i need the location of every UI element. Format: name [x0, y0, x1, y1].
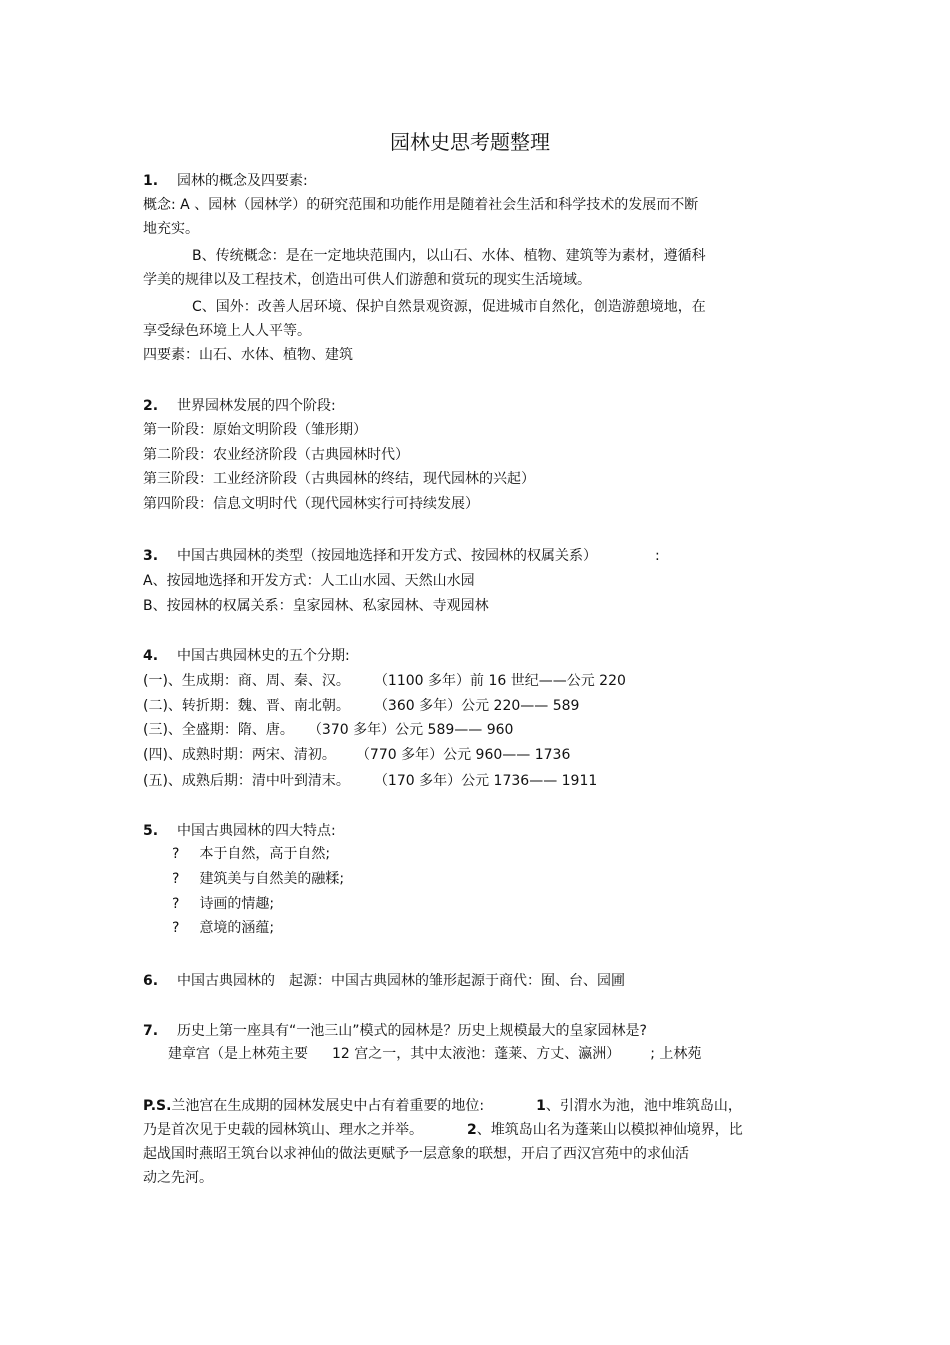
ps-point-number: 1: [536, 1098, 546, 1114]
concept-c-line-2: 享受绿色环境上人人平等。: [143, 323, 311, 339]
ps-line-1: [143, 1096, 742, 1116]
section-4-heading: [143, 646, 350, 666]
section-title: 中国古典园林的: [177, 973, 275, 989]
feature-2-line: [172, 869, 344, 889]
section-number: 2.: [143, 398, 159, 414]
period-3-line: [143, 720, 513, 740]
section-colon: :: [655, 548, 660, 564]
ps-text: 、堆筑岛山名为蓬莱山以模拟神仙境界，比: [476, 1122, 743, 1138]
answer-part-2: 12 宫之一，其中太液池：蓬莱、方丈、瀛洲）: [332, 1046, 621, 1062]
concept-b-line-1: B、传统概念：是在一定地块范围内，以山石、水体、植物、建筑等为素材，遵循科: [192, 248, 706, 264]
period-name: (四)、成熟时期：两宋、清初。: [143, 747, 336, 763]
feature-text: 本于自然，高于自然;: [199, 846, 331, 862]
section-title: 中国古典园林史的五个分期:: [177, 648, 350, 664]
feature-1-line: [172, 844, 330, 864]
type-b-line: B、按园林的权属关系：皇家园林、私家园林、寺观园林: [143, 598, 489, 614]
stage-3-line: 第三阶段：工业经济阶段（古典园林的终结，现代园林的兴起）: [143, 471, 535, 487]
section-answer: 起源：中国古典园林的雏形起源于商代：囿、台、园圃: [289, 973, 625, 989]
concept-c-line-1: C、国外：改善人居环境、保护自然景观资源，促进城市自然化，创造游憩境地，在: [192, 299, 706, 315]
period-name: (五)、成熟后期：清中叶到清末。: [143, 773, 350, 789]
section-6-heading: [143, 971, 625, 991]
concept-a-line-2: 地充实。: [143, 221, 199, 237]
period-5-line: [143, 771, 597, 791]
period-dates: （1100 多年）前 16 世纪——公元 220: [373, 673, 626, 689]
four-elements-line: 四要素：山石、水体、植物、建筑: [143, 347, 353, 363]
section-number: 5.: [143, 823, 159, 839]
ps-text: 、引渭水为池，池中堆筑岛山，: [545, 1098, 742, 1114]
ps-text: 乃是首次见于史载的园林筑山、理水之并举。: [143, 1122, 423, 1138]
section-title: 历史上第一座具有“一池三山”模式的园林是？历史上规模最大的皇家园林是?: [177, 1023, 647, 1039]
period-name: (三)、全盛期：隋、唐。: [143, 722, 294, 738]
ps-line-2: [143, 1120, 743, 1140]
period-1-line: [143, 671, 626, 691]
section-5-heading: [143, 821, 336, 841]
stage-2-line: 第二阶段：农业经济阶段（古典园林时代）: [143, 447, 409, 463]
period-2-line: [143, 696, 579, 716]
ps-line-4: 动之先河。: [143, 1170, 213, 1186]
period-name: (一)、生成期：商、周、秦、汉。: [143, 673, 350, 689]
feature-3-line: [172, 894, 274, 914]
section-7-answer: [168, 1044, 701, 1064]
concept-a-line-1: 概念: A 、园林（园林学）的研究范围和功能作用是随着社会生活和科学技术的发展而不断: [143, 197, 699, 213]
bullet-marker: ?: [172, 896, 180, 912]
section-number: 1.: [143, 173, 159, 189]
ps-text: 兰池宫在生成期的园林发展史中占有着重要的地位:: [171, 1098, 485, 1114]
feature-text: 建筑美与自然美的融糅;: [199, 871, 345, 887]
period-4-line: [143, 745, 570, 765]
section-title: 园林的概念及四要素:: [177, 173, 308, 189]
section-3-heading: [143, 546, 660, 566]
section-title: 中国古典园林的四大特点:: [177, 823, 336, 839]
feature-4-line: [172, 918, 274, 938]
concept-b-line-2: 学美的规律以及工程技术，创造出可供人们游憩和赏玩的现实生活境域。: [143, 272, 591, 288]
period-dates: （360 多年）公元 220—— 589: [373, 698, 580, 714]
bullet-marker: ?: [172, 846, 180, 862]
section-number: 4.: [143, 648, 159, 664]
section-number: 7.: [143, 1023, 159, 1039]
answer-part-3: ; 上林苑: [650, 1046, 702, 1062]
section-number: 3.: [143, 548, 159, 564]
bullet-marker: ?: [172, 871, 180, 887]
period-dates: （370 多年）公元 589—— 960: [307, 722, 514, 738]
ps-label: P.S.: [143, 1098, 172, 1114]
feature-text: 诗画的情趣;: [199, 896, 275, 912]
page-title: 园林史思考题整理: [390, 130, 550, 154]
period-dates: （170 多年）公元 1736—— 1911: [373, 773, 598, 789]
section-2-heading: [143, 396, 336, 416]
stage-1-line: 第一阶段：原始文明阶段（雏形期）: [143, 422, 367, 438]
ps-point-number: 2: [467, 1122, 477, 1138]
type-a-line: A、按园地选择和开发方式：人工山水园、天然山水园: [143, 573, 475, 589]
ps-line-3: 起战国时燕昭王筑台以求神仙的做法更赋予一层意象的联想，开启了西汉宫苑中的求仙活: [143, 1146, 689, 1162]
bullet-marker: ?: [172, 920, 180, 936]
stage-4-line: 第四阶段：信息文明时代（现代园林实行可持续发展）: [143, 496, 479, 512]
answer-part-1: 建章宫（是上林苑主要: [168, 1046, 308, 1062]
section-title: 中国古典园林的类型（按园地选择和开发方式、按园林的权属关系）: [177, 548, 597, 564]
period-name: (二)、转折期：魏、晋、南北朝。: [143, 698, 350, 714]
period-dates: （770 多年）公元 960—— 1736: [355, 747, 571, 763]
section-1-heading: [143, 171, 308, 191]
section-number: 6.: [143, 973, 159, 989]
section-title: 世界园林发展的四个阶段:: [177, 398, 336, 414]
feature-text: 意境的涵蕴;: [199, 920, 275, 936]
section-7-heading: [143, 1021, 647, 1041]
